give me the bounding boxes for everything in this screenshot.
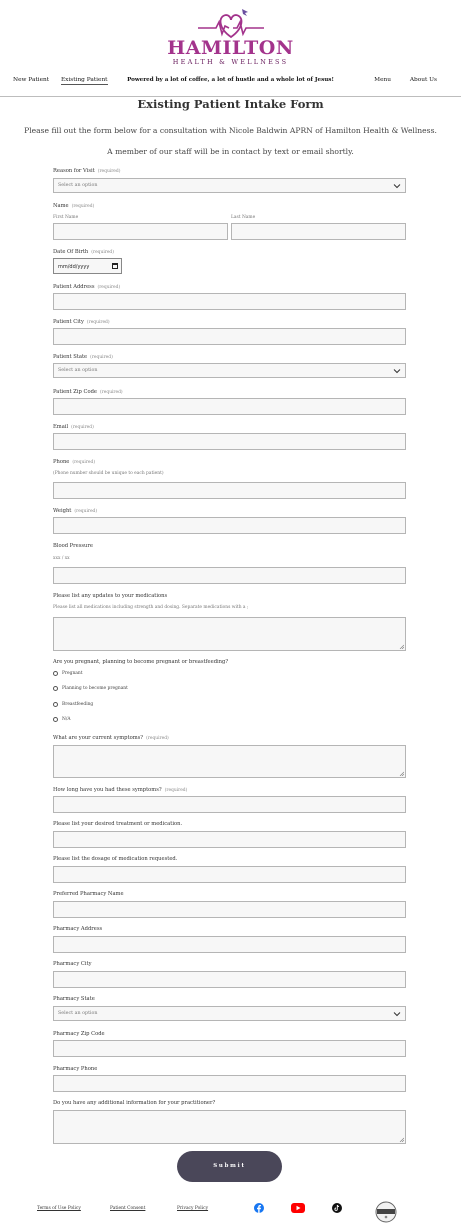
pregnant-label: Are you pregnant, planning to become pregnant or breastfeeding?: [53, 659, 229, 665]
bp-label: Blood Pressure: [53, 543, 93, 549]
phone-label: Phone (required): [53, 459, 96, 465]
pharmacy-city-label: Pharmacy City: [53, 961, 92, 967]
resize-handle-icon[interactable]: [399, 644, 404, 649]
nav-about-us[interactable]: About Us: [409, 77, 437, 83]
email-label: Email (required): [53, 424, 94, 430]
pharmacy-phone-input[interactable]: [53, 1075, 406, 1092]
medications-textarea[interactable]: [53, 617, 406, 651]
address-label: Patient Address (required): [53, 284, 121, 290]
pharmacy-zip-input[interactable]: [53, 1040, 406, 1057]
footer-link-terms[interactable]: Terms of Use Policy: [37, 1206, 81, 1211]
radio-label-na: N/A: [62, 717, 71, 722]
name-label: Name (required): [53, 203, 95, 209]
phone-description: (Phone number should be unique to each patient): [53, 471, 164, 476]
chevron-down-icon: [393, 1010, 401, 1018]
email-input[interactable]: [53, 433, 406, 450]
medications-description: Please list all medications including strength and dosing. Separate medications with a ;: [53, 605, 249, 610]
intro-contact-text: A member of our staff will be in contact by text or email shortly.: [107, 147, 354, 156]
tiktok-icon[interactable]: [332, 1203, 342, 1213]
how-long-label: How long have you had these symptoms? (required): [53, 787, 188, 793]
how-long-input[interactable]: [53, 796, 406, 813]
bp-input[interactable]: [53, 567, 406, 584]
first-name-label: First Name: [53, 215, 79, 220]
last-name-label: Last Name: [231, 215, 256, 220]
symptoms-textarea[interactable]: [53, 745, 406, 778]
pharmacy-address-input[interactable]: [53, 936, 406, 953]
pharmacy-name-label: Preferred Pharmacy Name: [53, 891, 124, 897]
nav-menu[interactable]: Menu: [374, 77, 391, 83]
zip-label: Patient Zip Code (required): [53, 389, 123, 395]
radio-na[interactable]: [53, 717, 58, 722]
first-name-input[interactable]: [53, 223, 228, 240]
weight-label: Weight (required): [53, 508, 98, 514]
brand-name: HAMILTON: [167, 37, 294, 59]
bp-description: xxx / xx: [53, 556, 70, 561]
treatment-label: Please list your desired treatment or medication.: [53, 821, 183, 827]
radio-planning[interactable]: [53, 686, 58, 691]
resize-handle-icon[interactable]: [399, 771, 404, 776]
dob-input[interactable]: mm/dd/yyyy: [53, 258, 122, 274]
additional-info-label: Do you have any additional information for your practitioner?: [53, 1100, 216, 1106]
pharmacy-state-select[interactable]: Select an option: [53, 1006, 406, 1021]
intro-text: Please fill out the form below for a consultation with Nicole Baldwin APRN of Hamilton Health & Wellness.: [24, 126, 437, 135]
pharmacy-city-input[interactable]: [53, 971, 406, 988]
phone-input[interactable]: [53, 482, 406, 499]
treatment-input[interactable]: [53, 831, 406, 848]
site-header: [0, 0, 461, 97]
pharmacy-name-input[interactable]: [53, 901, 406, 918]
dosage-input[interactable]: [53, 866, 406, 883]
pharmacy-address-label: Pharmacy Address: [53, 926, 103, 932]
radio-breastfeeding[interactable]: [53, 702, 58, 707]
reason-select[interactable]: Select an option: [53, 178, 406, 193]
chevron-down-icon: [393, 182, 401, 190]
badge-icon[interactable]: [375, 1201, 397, 1223]
facebook-icon[interactable]: [254, 1203, 264, 1213]
nav-right: [357, 77, 437, 84]
nav-existing-patient[interactable]: Existing Patient: [60, 77, 108, 83]
logo[interactable]: [0, 4, 461, 66]
resize-handle-icon[interactable]: [399, 1137, 404, 1142]
dob-label: Date Of Birth (required): [53, 249, 114, 255]
symptoms-label: What are your current symptoms? (required): [53, 735, 169, 741]
radio-label-planning: Planning to become pregnant: [62, 686, 128, 691]
city-label: Patient City (required): [53, 319, 110, 325]
medications-label: Please list any updates to your medications: [53, 593, 168, 599]
state-label: Patient State (required): [53, 354, 113, 360]
last-name-input[interactable]: [231, 223, 406, 240]
reason-label: Reason for Visit (required): [53, 168, 121, 174]
pharmacy-state-label: Pharmacy State: [53, 996, 95, 1002]
additional-info-textarea[interactable]: [53, 1110, 406, 1144]
nav-left: [13, 77, 118, 85]
tagline: Powered by a lot of coffee, a lot of hustle and a whole lot of Jesus!: [127, 77, 334, 83]
brand-subtitle: HEALTH & WELLNESS: [172, 58, 289, 66]
nav-new-patient[interactable]: New Patient: [13, 77, 50, 83]
footer-link-consent[interactable]: Patient Consent: [110, 1206, 146, 1211]
submit-button[interactable]: Submit: [177, 1151, 282, 1182]
address-input[interactable]: [53, 293, 406, 310]
city-input[interactable]: [53, 328, 406, 345]
youtube-icon[interactable]: [291, 1203, 305, 1213]
radio-label-pregnant: Pregnant: [62, 671, 83, 676]
footer-link-privacy[interactable]: Privacy Policy: [177, 1206, 209, 1211]
pharmacy-phone-label: Pharmacy Phone: [53, 1066, 98, 1072]
state-select[interactable]: Select an option: [53, 363, 406, 378]
calendar-icon: [112, 263, 118, 269]
dosage-label: Please list the dosage of medication requested.: [53, 856, 178, 862]
radio-label-breastfeeding: Breastfeeding: [62, 702, 94, 707]
weight-input[interactable]: [53, 517, 406, 534]
page-title: Existing Patient Intake Form: [137, 97, 324, 111]
chevron-down-icon: [393, 367, 401, 375]
zip-input[interactable]: [53, 398, 406, 415]
radio-pregnant[interactable]: [53, 671, 58, 676]
pharmacy-zip-label: Pharmacy Zip Code: [53, 1031, 105, 1037]
